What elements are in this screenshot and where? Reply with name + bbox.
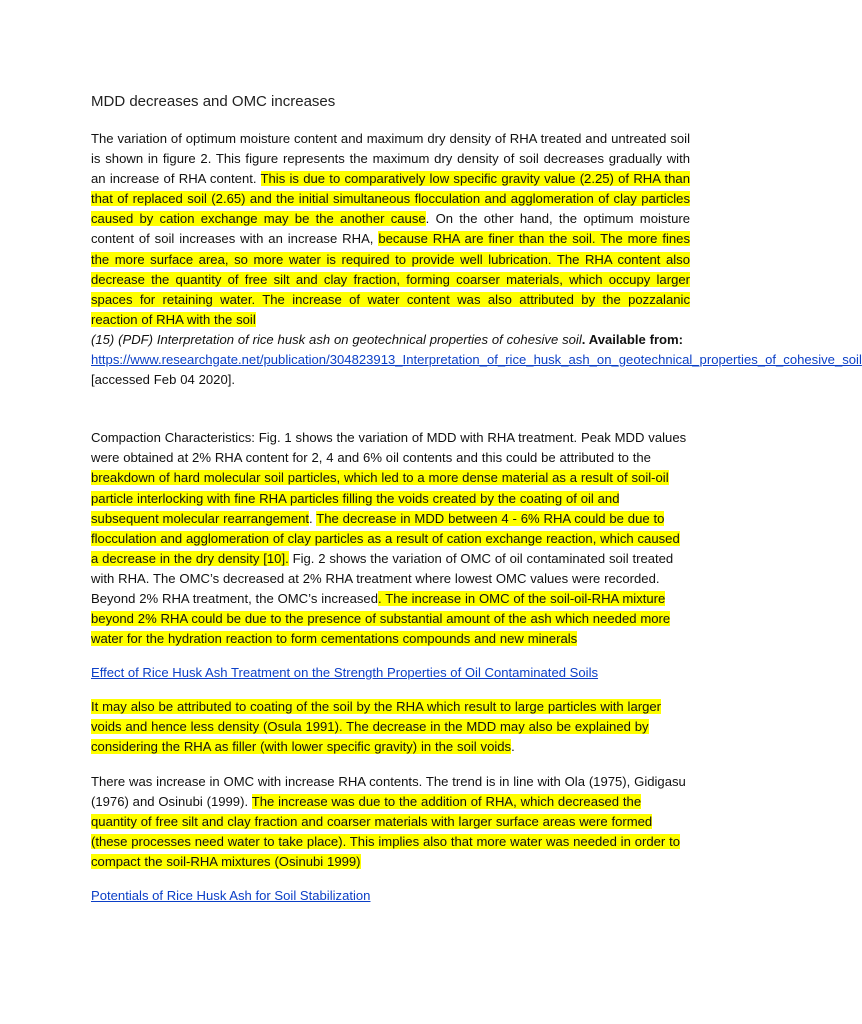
text-run: . On the other hand, the optimum moisture content of soil increases with an increase RHA, <box>91 211 690 247</box>
highlighted-text: . The increase in OMC of the soil-oil-RHA mixture beyond 2% RHA could be due to the presence of substantial amount of the ash which needed more water for the hydration reaction to form cementations compounds and new minerals <box>91 590 671 647</box>
section-heading: MDD decreases and OMC increases <box>91 93 336 110</box>
link-paragraph <box>91 886 690 906</box>
spacer <box>91 758 690 772</box>
paragraph-compaction <box>91 428 690 649</box>
highlighted-text: It may also be attributed to coating of the soil by the RHA which result to large particles with larger voids and hence less density (Osula 1991). The decrease in the MDD may also be explained by considering the RHA as filler (with lower specific gravity) in the soil voids <box>91 699 662 755</box>
highlighted-text: because RHA are finer than the soil. The more fines the more surface area, so more water is required to provide well lubrication. The RHA content also decrease the quantity of free silt and clay fraction, forming coarser materials, which occupy larger spaces for retaining water. The increase of water content was also attributed by the pozzalanic reaction of RHA with the soil <box>91 231 690 327</box>
text-run: Compaction Characteristics: Fig. 1 shows the variation of MDD with RHA treatment. Peak MDD values were obtained at 2% RHA content for 2, 4 and 6% oil contents and this could be attributed to the <box>91 430 687 466</box>
paragraph-mdd-omc <box>91 129 690 330</box>
text-run: There was increase in OMC with increase RHA contents. The trend is in line with Ola (1975), Gidigasu (1976) and Osinubi (1999). <box>91 773 686 809</box>
citation-paragraph <box>91 330 862 390</box>
paragraph-coating <box>91 697 690 757</box>
text-run: The variation of optimum moisture content and maximum dry density of RHA treated and untreated soil is shown in figure 2. This figure represents the maximum dry density of soil decreases gradually with an increase of RHA content. <box>91 131 690 187</box>
highlighted-text: The decrease in MDD between 4 - 6% RHA could be due to flocculation and agglomeration of clay particles as a result of cation exchange reaction, which caused a decrease in the dry density [10]. <box>91 510 680 566</box>
citation-available: . Available from: <box>581 331 684 347</box>
link-paragraph <box>91 663 690 683</box>
highlighted-text: The increase was due to the addition of RHA, which decreased the quantity of free silt and clay fraction and coarser materials with larger surface areas were formed (these processes need water to take place). This implies also that more water was needed in order to compact the soil-RHA mixtures (Osinubi 1999) <box>91 793 681 869</box>
highlighted-text: breakdown of hard molecular soil particles, which led to a more dense material as a result of soil-oil particle interlocking with fine RHA particles filling the voids created by the coating of oil and subsequent molecular rearrangement <box>91 470 669 526</box>
highlighted-text: This is due to comparatively low specific gravity value (2.25) of RHA than that of replaced soil (2.65) and the initial simultaneous flocculation and agglomeration of clay particles caused by cation exchange may be the another cause <box>91 171 690 227</box>
spacer <box>91 683 690 697</box>
spacer <box>91 649 690 663</box>
text-run: . <box>309 510 317 526</box>
citation-accessed: [accessed Feb 04 2020]. <box>91 372 235 388</box>
spacer <box>91 872 690 886</box>
article-link-strength-properties[interactable]: Effect of Rice Husk Ash Treatment on the Strength Properties of Oil Contaminated Soils <box>91 665 599 681</box>
citation-title: (15) (PDF) Interpretation of rice husk ash on geotechnical properties of cohesive soil <box>91 331 582 347</box>
paragraph-omc-increase <box>91 772 690 872</box>
text-run: Fig. 2 shows the variation of OMC of oil contaminated soil treated with RHA. The OMC’s decreased at 2% RHA treatment where lowest OMC values were recorded. Beyond 2% RHA treatment, the OMC’s increased <box>91 550 674 606</box>
spacer <box>91 390 690 428</box>
article-link-soil-stabilization[interactable]: Potentials of Rice Husk Ash for Soil Stabilization <box>91 888 371 903</box>
text-run: . <box>511 739 515 755</box>
citation-link[interactable]: https://www.researchgate.net/publication/304823913_Interpretation_of_rice_husk_ash_on_geotechnical_properties_of_cohesive_soil <box>91 352 862 368</box>
